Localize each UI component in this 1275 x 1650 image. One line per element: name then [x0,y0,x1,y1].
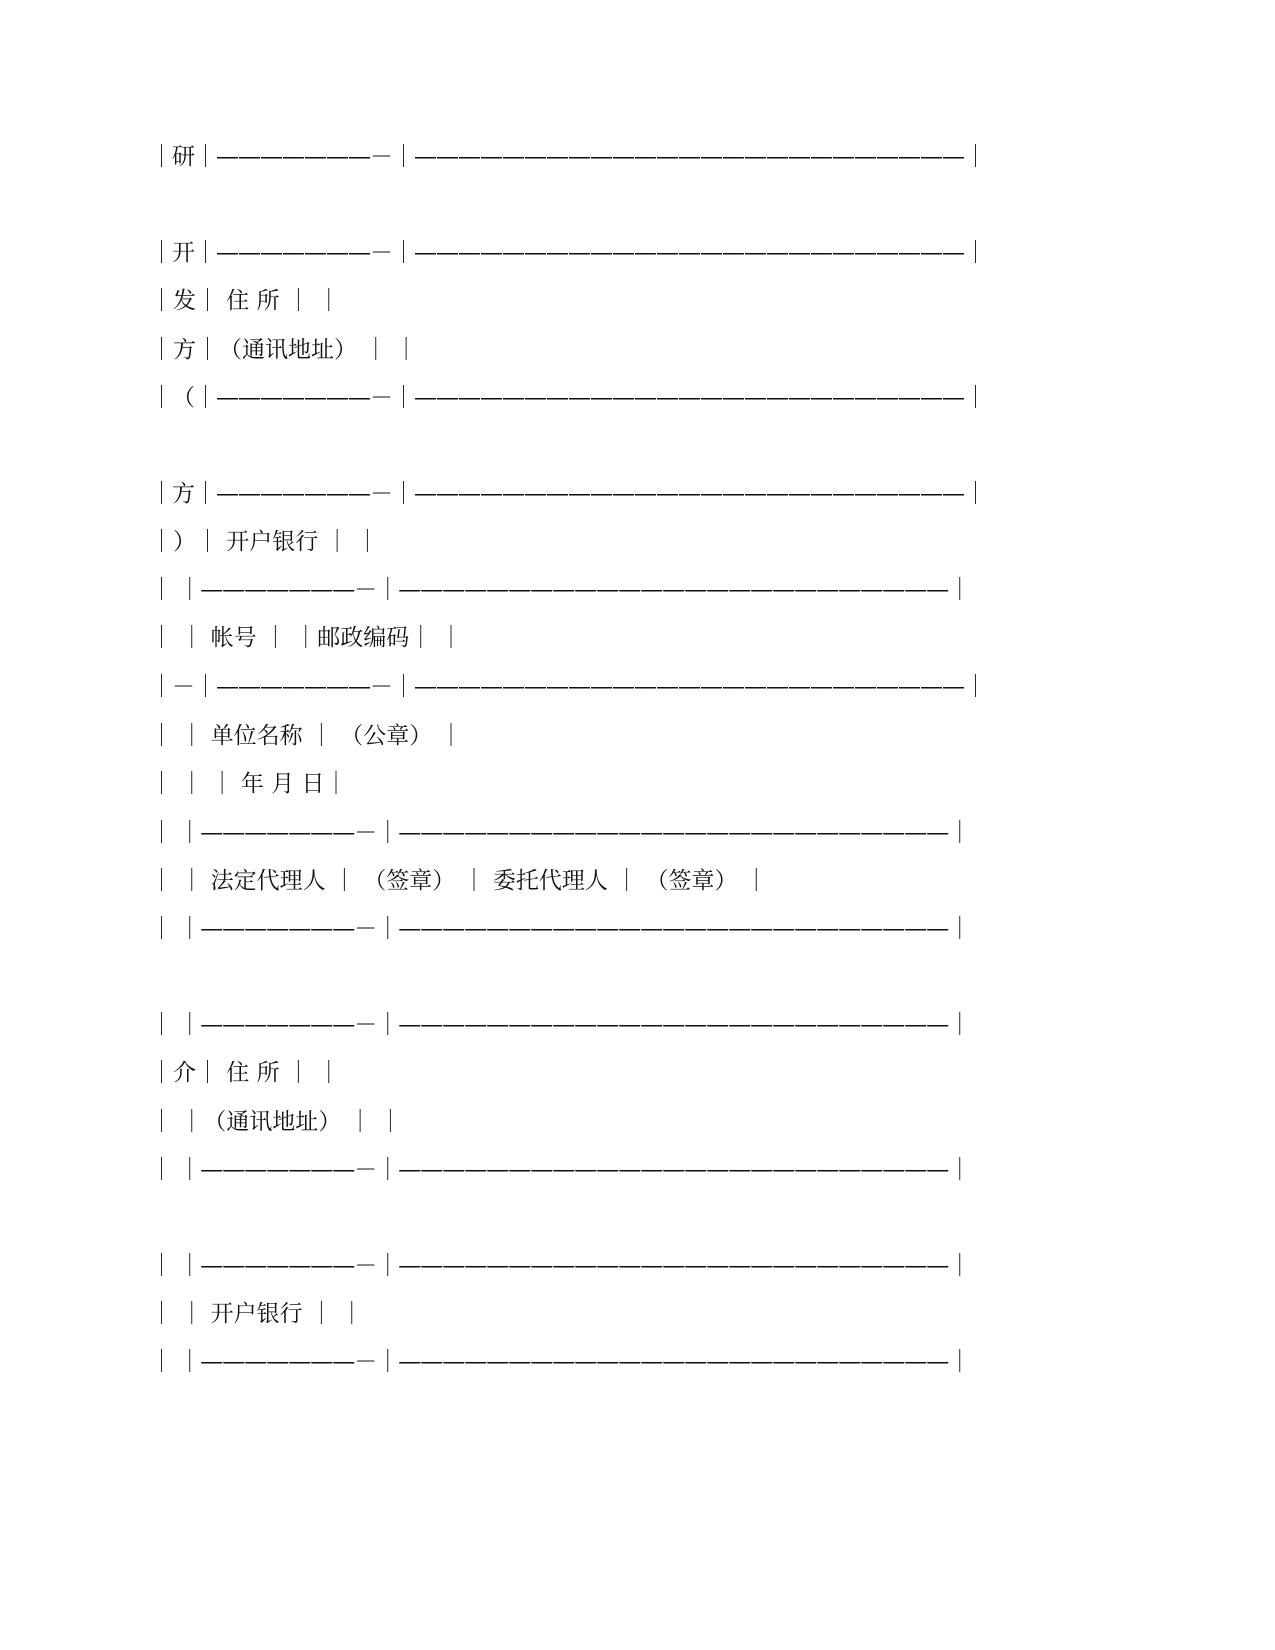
text-line: ｜开｜———————－｜—————————————————————————｜ [150,240,986,266]
text-line: ｜ ｜ 单位名称 ｜ （公章） ｜ [150,723,463,749]
text-line: ｜介｜ 住 所 ｜ ｜ [150,1060,341,1086]
text-line: ｜ ｜（通讯地址） ｜ ｜ [150,1109,402,1135]
text-line: ｜－｜———————－｜—————————————————————————｜ [150,674,986,700]
text-line: ｜ ｜ 开户银行 ｜ ｜ [150,1301,364,1327]
text-line: ｜ ｜ 帐号 ｜ ｜邮政编码｜ ｜ [150,625,463,651]
text-line: ｜ ｜———————－｜—————————————————————————｜ [150,1253,971,1279]
text-line: ｜ ｜———————－｜—————————————————————————｜ [150,1349,971,1375]
text-line: ｜ ｜———————－｜—————————————————————————｜ [150,1157,971,1183]
text-line: ｜研｜———————－｜—————————————————————————｜ [150,144,986,170]
text-line: ｜ ｜———————－｜—————————————————————————｜ [150,1012,971,1038]
text-line: ｜ ｜ ｜ 年 月 日｜ [150,771,348,797]
text-line: ｜方｜（通讯地址） ｜ ｜ [150,337,418,363]
text-line: ｜ ｜———————－｜—————————————————————————｜ [150,820,971,846]
text-line: ｜ ｜———————－｜—————————————————————————｜ [150,916,971,942]
text-line: ｜）｜ 开户银行 ｜ ｜ [150,529,379,555]
text-line: ｜发｜ 住 所 ｜ ｜ [150,288,341,314]
text-line: ｜方｜———————－｜—————————————————————————｜ [150,481,986,507]
text-line: ｜ ｜———————－｜—————————————————————————｜ [150,577,971,603]
text-line: ｜ ｜ 法定代理人 ｜ （签章） ｜ 委托代理人 ｜ （签章） ｜ [150,868,768,894]
text-line: ｜（｜———————－｜—————————————————————————｜ [150,385,986,411]
